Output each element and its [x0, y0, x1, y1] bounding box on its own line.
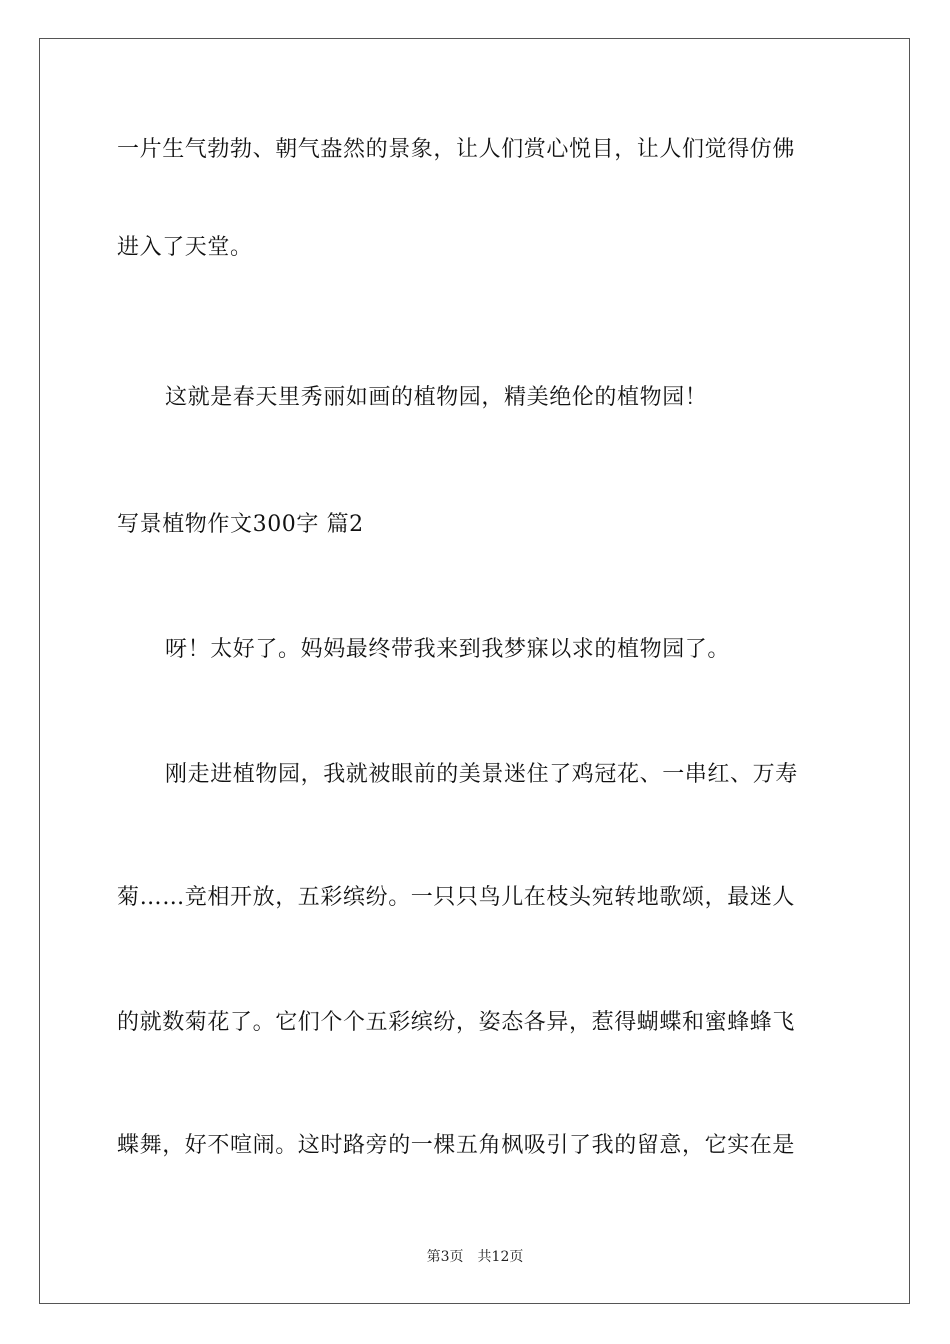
page-footer: [0, 1248, 950, 1266]
paragraph-line: 蝶舞，好不喧闹。这时路旁的一棵五角枫吸引了我的留意，它实在是: [117, 1133, 796, 1158]
section-heading: 写景植物作文300字 篇2: [117, 512, 364, 537]
paragraph-line: 进入了天堂。: [117, 235, 253, 260]
page-border: [39, 38, 910, 1304]
paragraph-line: 呀！太好了。妈妈最终带我来到我梦寐以求的植物园了。: [165, 637, 731, 662]
paragraph-line: 刚走进植物园，我就被眼前的美景迷住了鸡冠花、一串红、万寿: [165, 762, 798, 787]
paragraph-line: 一片生气勃勃、朝气盎然的景象，让人们赏心悦目，让人们觉得仿佛: [117, 137, 796, 162]
paragraph-line: 的就数菊花了。它们个个五彩缤纷，姿态各异，惹得蝴蝶和蜜蜂蜂飞: [117, 1010, 796, 1035]
paragraph-line: 这就是春天里秀丽如画的植物园，精美绝伦的植物园！: [165, 385, 708, 410]
page-number: 第3页: [426, 1249, 464, 1265]
total-pages: 共12页: [477, 1249, 524, 1265]
paragraph-line: 菊……竞相开放，五彩缤纷。一只只鸟儿在枝头宛转地歌颂，最迷人: [117, 885, 796, 910]
